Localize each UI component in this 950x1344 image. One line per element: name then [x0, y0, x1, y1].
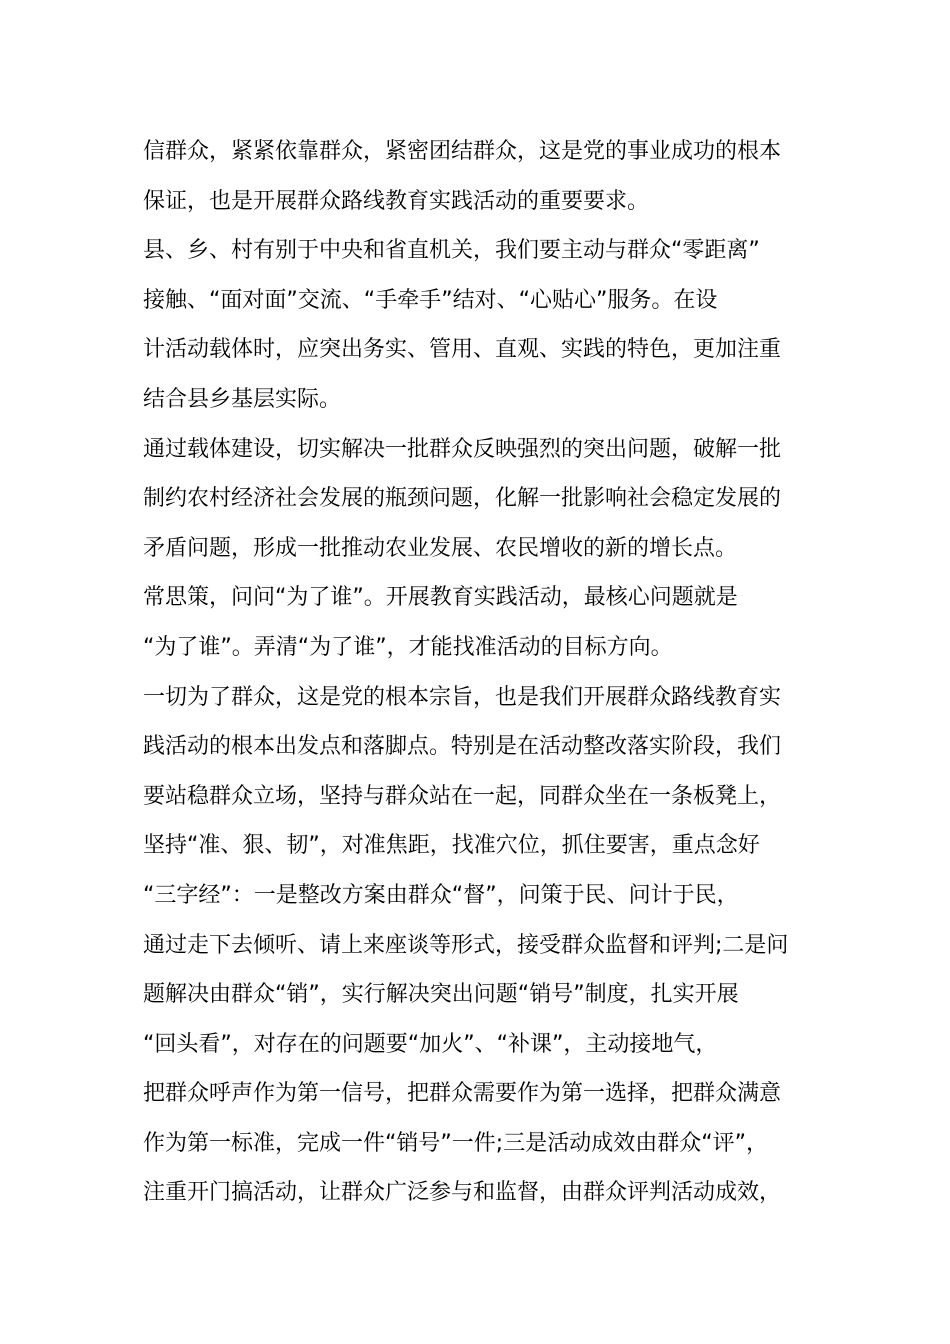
text-line: 把群众呼声作为第一信号，把群众需要作为第一选择，把群众满意 [143, 1081, 782, 1107]
text-line: 县、乡、村有别于中央和省直机关，我们要主动与群众“零距离” [143, 238, 760, 264]
body-text [143, 127, 823, 1218]
text-line: 接触、“面对面”交流、“手牵手”结对、“心贴心”服务。在设 [143, 287, 718, 313]
text-line: 作为第一标准，完成一件“销号”一件;三是活动成效由群众“评”， [143, 1130, 769, 1156]
text-line: 制约农村经济社会发展的瓶颈问题，化解一批影响社会稳定发展的 [143, 486, 782, 512]
text-line: 践活动的根本出发点和落脚点。特别是在活动整改落实阶段，我们 [143, 734, 782, 760]
text-line: “为了谁”。弄清“为了谁”，才能找准活动的目标方向。 [143, 634, 673, 660]
text-line: 计活动载体时，应突出务实、管用、直观、实践的特色，更加注重 [143, 337, 782, 363]
text-line: 通过载体建设，切实解决一批群众反映强烈的突出问题，破解一批 [143, 436, 782, 462]
text-line: “回头看”，对存在的问题要“加火”、“补课”，主动接地气， [143, 1031, 718, 1057]
text-line: 坚持“准、狠、韧”，对准焦距，找准穴位，抓住要害，重点念好 [143, 833, 760, 859]
text-line: 常思策，问问“为了谁”。开展教育实践活动，最核心问题就是 [143, 585, 738, 611]
text-line: 一切为了群众，这是党的根本宗旨，也是我们开展群众路线教育实 [143, 684, 782, 710]
text-line: 矛盾问题，形成一批推动农业发展、农民增收的新的增长点。 [143, 535, 738, 561]
text-line: 通过走下去倾听、请上来座谈等形式，接受群众监督和评判;二是问 [143, 932, 789, 958]
text-line: 题解决由群众“销”，实行解决突出问题“销号”制度，扎实开展 [143, 982, 739, 1008]
text-line: 要站稳群众立场，坚持与群众站在一起，同群众坐在一条板凳上， [143, 783, 782, 809]
text-line: 注重开门搞活动，让群众广泛参与和监督，由群众评判活动成效， [143, 1180, 782, 1206]
text-line: 结合县乡基层实际。 [143, 386, 342, 412]
text-line: 保证，也是开展群众路线教育实践活动的重要要求。 [143, 188, 650, 214]
text-line: 信群众，紧紧依靠群众，紧密团结群众，这是党的事业成功的根本 [143, 139, 782, 164]
text-line: “三字经”：一是整改方案由群众“督”，问策于民、问计于民， [143, 882, 739, 908]
